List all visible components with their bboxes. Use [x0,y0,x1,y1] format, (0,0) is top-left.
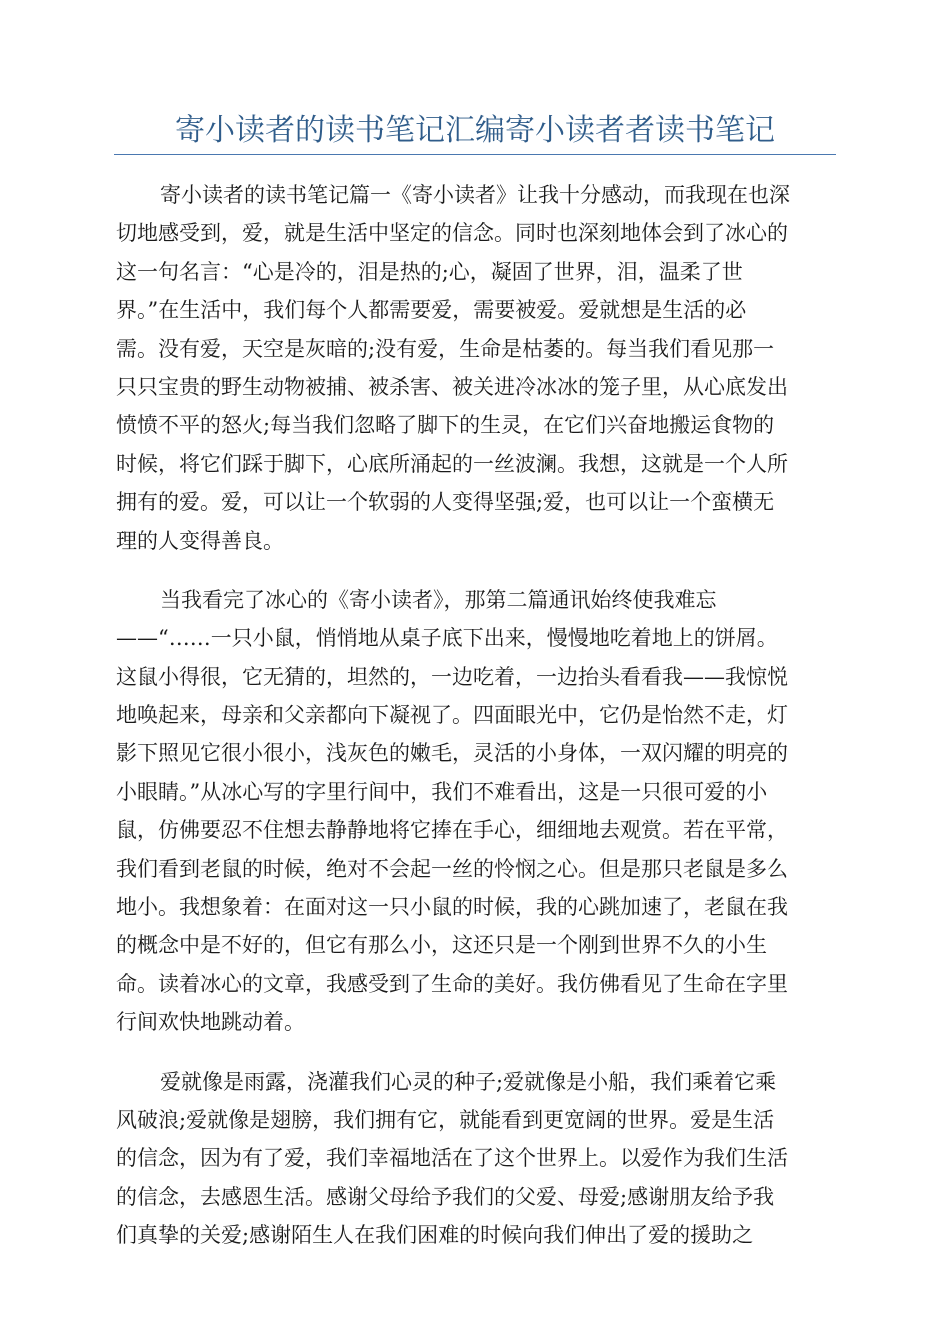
paragraph [116,176,836,560]
paragraph-line: 这一句名言：“心是冷的，泪是热的;心，凝固了世界，泪，温柔了世 [116,259,743,284]
paragraph-line: 当我看完了冰心的《寄小读者》，那第二篇通讯始终使我难忘 [160,587,717,612]
paragraph-line: 寄小读者的读书笔记篇一《寄小读者》让我十分感动，而我现在也深 [160,183,790,207]
paragraph-line: 界。”在生活中，我们每个人都需要爱，需要被爱。爱就想是生活的必 [116,298,747,323]
document-title: 寄小读者的读书笔记汇编寄小读者者读书笔记 [175,113,775,148]
paragraph-line: 只只宝贵的野生动物被捕、被杀害、被关进冷冰冰的笼子里，从心底发出 [116,374,788,399]
paragraph-line: 地唤起来，母亲和父亲都向下凝视了。四面眼光中，它仍是怡然不走，灯 [116,703,788,728]
paragraph-line: 行间欢快地跳动着。 [116,1010,305,1035]
paragraph-line: 风破浪;爱就像是翅膀，我们拥有它，就能看到更宽阔的世界。爱是生活 [116,1107,775,1132]
paragraph-line: 我们看到老鼠的时候，绝对不会起一丝的怜悯之心。但是那只老鼠是多么 [116,856,788,881]
paragraph-line: 地小。我想象着：在面对这一只小鼠的时候，我的心跳加速了，老鼠在我 [116,895,788,920]
paragraph-line: 鼠，仿佛要忍不住想去静静地将它捧在手心，细细地去观赏。若在平常， [116,818,788,843]
paragraph-line: 理的人变得善良。 [116,528,284,553]
paragraph-line: 愤愤不平的怒火;每当我们忽略了脚下的生灵，在它们兴奋地搬运食物的 [116,413,775,438]
paragraph-line: 时候，将它们踩于脚下，心底所涌起的一丝波澜。我想，这就是一个人所 [116,451,788,476]
title-underline [114,154,836,155]
paragraph-line: 影下照见它很小很小，浅灰色的嫩毛，灵活的小身体，一双闪耀的明亮的 [116,741,788,766]
paragraph-line: 拥有的爱。爱，可以让一个软弱的人变得坚强;爱，也可以让一个蛮横无 [116,490,775,515]
paragraph-line: 小眼睛。”从冰心写的字里行间中，我们不难看出，这是一只很可爱的小 [116,779,768,804]
paragraph [116,1063,836,1255]
paragraph-line: ——“……一只小鼠，悄悄地从桌子底下出来，慢慢地吃着地上的饼屑。 [116,626,778,651]
paragraph-line: 们真挚的关爱;感谢陌生人在我们困难的时候向我们伸出了爱的援助之 [116,1223,754,1248]
paragraph-line: 切地感受到，爱，就是生活中坚定的信念。同时也深刻地体会到了冰心的 [116,221,788,246]
paragraph-line: 需。没有爱，天空是灰暗的;没有爱，生命是枯萎的。每当我们看见那一 [116,336,775,361]
paragraph-line: 命。读着冰心的文章，我感受到了生命的美好。我仿佛看见了生命在字里 [116,971,788,996]
paragraph-line: 的概念中是不好的，但它有那么小，这还只是一个刚到世界不久的小生 [116,933,767,958]
paragraph-line: 这鼠小得很，它无猜的，坦然的，一边吃着，一边抬头看看我——我惊悦 [116,664,788,689]
paragraph [116,581,836,1042]
paragraph-line: 爱就像是雨露，浇灌我们心灵的种子;爱就像是小船，我们乘着它乘 [160,1069,777,1094]
paragraph-line: 的信念，去感恩生活。感谢父母给予我们的父爱、母爱;感谢朋友给予我 [116,1184,775,1209]
document-body [116,176,836,1276]
paragraph-line: 的信念，因为有了爱，我们幸福地活在了这个世界上。以爱作为我们生活 [116,1146,788,1171]
